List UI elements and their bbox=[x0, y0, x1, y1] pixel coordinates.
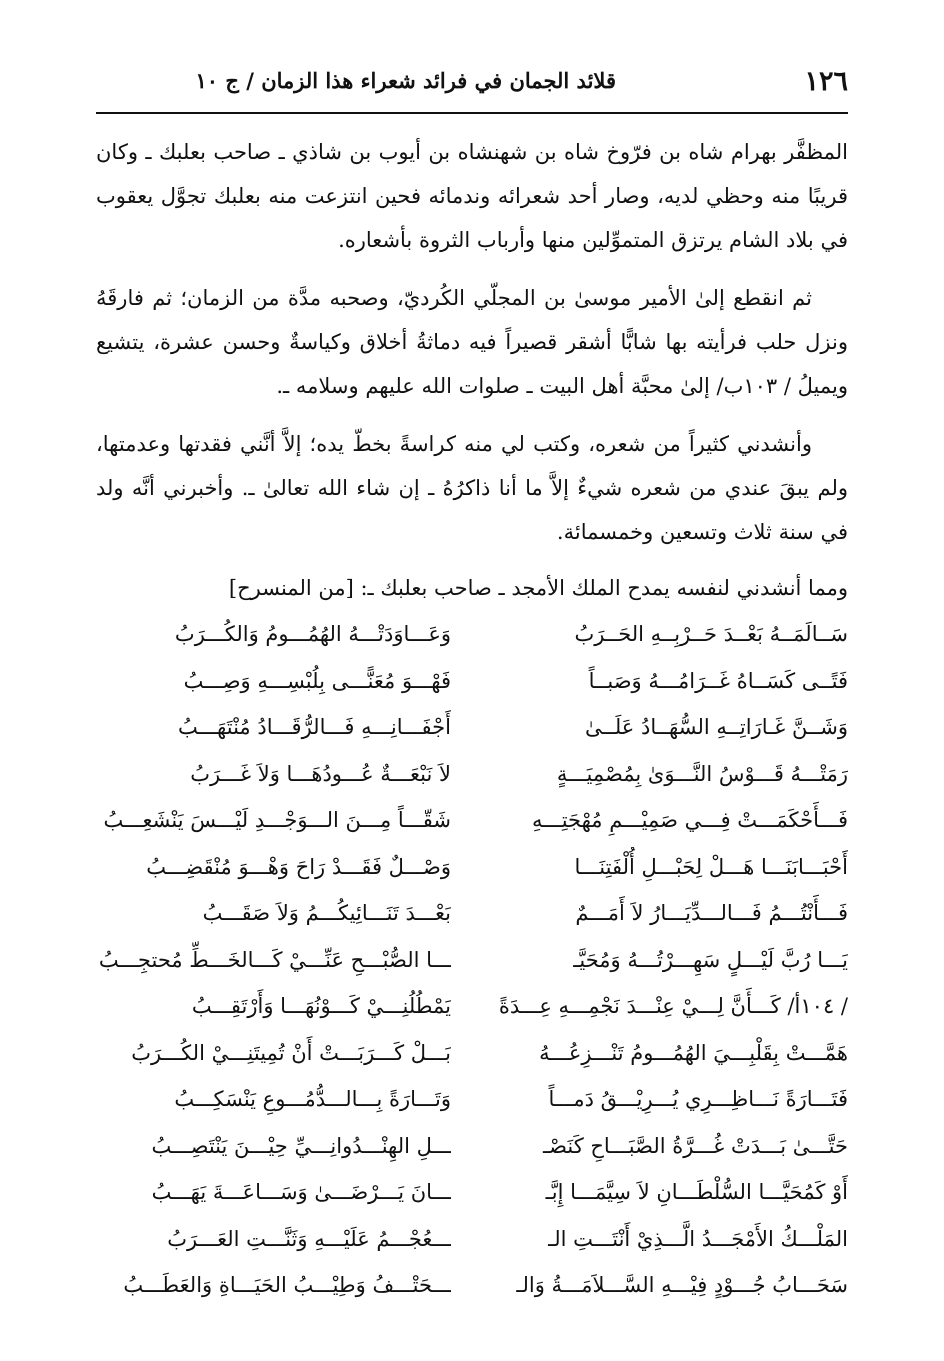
verse bbox=[96, 614, 848, 661]
page-number: ١٢٦ bbox=[804, 66, 848, 97]
verse bbox=[96, 800, 848, 847]
verse bbox=[96, 1219, 848, 1266]
page-header bbox=[96, 64, 848, 114]
verse-second-hemistich: يَمْطُلُنِـــيْ كَـــوْنُهَـــا وَأَرْتَقِـــبُ bbox=[191, 994, 451, 1018]
verse-first-hemistich: فَتَـــارَةً نَـــاظِـــرِي يُـــرِيْـــقُ دَمـــاً bbox=[548, 1087, 848, 1111]
verse bbox=[96, 940, 848, 987]
paragraph-1: المظفَّر بهرام شاه بن فرّوخ شاه بن شهنشاه بن أيوب بن شاذي ـ صاحب بعلبك ـ وكان قريبًا منه وحظي لديه، وصار أحد شعرائه وندمائه فحين انتزعت منه بعلبك تجوَّل يعقوب في بلاد الشام يرتزق المتموِّلين منها وأرباب الثروة بأشعاره. bbox=[96, 140, 848, 252]
verse-second-hemistich: شَقّـــاً مِـــنَ الـــوَجْـــدِ لَيْـــسَ يَنْشَعِـــبُ bbox=[103, 808, 451, 832]
verse bbox=[96, 707, 848, 754]
verse-first-hemistich: أَوْ كَمُحَيَّـــا السُّلْطَـــانِ لاَ سِيَّمَـــا إِبَّـ bbox=[545, 1180, 848, 1204]
verse-second-hemistich: ـــحَتْـــفُ وَطِيْـــبُ الحَيَـــاةِ وَالعَطَـــبُ bbox=[123, 1273, 451, 1297]
prose-body bbox=[96, 130, 848, 568]
verse bbox=[96, 661, 848, 708]
verse-second-hemistich: فَهْـــوَ مُعَنًّـــى بِلُبْسِـــهِ وَصِـــبُ bbox=[183, 668, 451, 693]
verse-first-hemistich: وَشَــنَّ غَـارَاتِــهِ السُّهَــادُ عَلَــىٰ bbox=[585, 715, 848, 739]
verse-first-hemistich: فَتًــى كَسَــاهُ غَــرَامُـــهُ وَصَبــاً bbox=[588, 668, 848, 693]
verse-first-hemistich: حَتَّـــىٰ بَـــدَتْ غُـــرَّةُ الصَّبَـــاحِ كَنَصْـ bbox=[543, 1133, 848, 1158]
verse-first-hemistich: أَحْبَـــابَنَـــا هَـــلْ لِحَبْـــلِ أُلْفَتِنَـــا bbox=[574, 854, 848, 879]
verse-first-hemistich: سَحَـــابُ جُـــوْدٍ فِيْـــهِ السَّـــلاَمَـــةُ وَالـ bbox=[516, 1273, 848, 1297]
verse-second-hemistich: وَصْـــلٌ فَقَـــدْ رَاحَ وَهْـــوَ مُنْقَضِـــبُ bbox=[146, 854, 451, 879]
verse-first-hemistich: هَمَّـــتْ بِقَلْبِـــيَ الهُمُـــومُ تَنْـــزِعُـــهُ bbox=[539, 1040, 848, 1065]
verse-first-hemistich: فَـــأَحْكَمَـــتْ فِـــي صَمِيْـــمِ مُهْجَتِـــهِ bbox=[532, 808, 848, 832]
verse bbox=[96, 754, 848, 801]
verse-first-hemistich: سَــالَمَــهُ بَعْــدَ حَــرْبِــهِ الحَــرَبُ bbox=[574, 622, 848, 646]
running-title: قلائد الجمان في فرائد شعراء هذا الزمان / ج ١٠ bbox=[195, 68, 616, 93]
verse-second-hemistich: ـــا الصُّبْـــحِ عَنِّـــيْ كَـــالخَـــطِّ مُحتجِـــبُ bbox=[98, 947, 451, 972]
verse-first-hemistich: فَـــأَنْتُـــمُ فَـــالـــدِّيَـــارُ لاَ أَمَـــمٌ bbox=[575, 901, 848, 925]
verse-first-hemistich: المَلْـــكُ الأَمْجَـــدُ الَّـــذِيْ أَنْتَـــتِ الـ bbox=[548, 1226, 848, 1251]
verse-second-hemistich: أَجْفَـــانِـــهِ فَـــالرُّقَـــادُ مُنْتَهَـــبُ bbox=[177, 715, 451, 739]
header-rule bbox=[96, 112, 848, 114]
verse-second-hemistich: ـــانَ يَـــرْضَـــىٰ وَسَـــاعَـــةَ يَهَـــبُ bbox=[151, 1180, 451, 1204]
verse-first-hemistich: يَـــا رُبَّ لَيْـــلٍ سَهِـــرْتُـــهُ وَمُحَيَّـ bbox=[573, 947, 848, 972]
verse-second-hemistich: بَـــلْ كَـــرَبَـــتْ أَنْ تُمِيتَنِـــيْ الكُـــرَبُ bbox=[131, 1040, 451, 1065]
paragraph-2: ثم انقطع إلىٰ الأمير موسىٰ بن المجلّي الكُرديّ، وصحبه مدَّة من الزمان؛ ثم فارقَهُ ونزل حلب فرأيته بها شابًّا أشقر قصيراً فيه دماثةُ أخلاق وكياسةٌ وحسن عشرة، يتشيع ويميلُ / ١٠٣ب/ إلىٰ محبَّة أهل البيت ـ صلوات الله عليهم وسلامه ـ. bbox=[96, 286, 848, 398]
verse bbox=[96, 893, 848, 940]
verse-first-hemistich: / ١٠٤أ/ كَـــأَنَّ لِـــيْ عِنْـــدَ نَجْمِـــهِ عِـــدَةً bbox=[498, 994, 848, 1018]
paragraph-3: وأنشدني كثيراً من شعره، وكتب لي منه كراسةً بخطّ يده؛ إلاَّ أنَّني فقدتها وعدمتها، ولم يبقَ عندي من شعره شيءٌ إلاَّ ما أنا ذاكرُهُ ـ إن شاء الله تعالىٰ ـ. وأخبرني أنَّه ولد في سنة ثلاث وتسعين وخمسمائة. bbox=[96, 432, 848, 544]
verse bbox=[96, 986, 848, 1033]
verse bbox=[96, 847, 848, 894]
verse bbox=[96, 1172, 848, 1219]
verse-second-hemistich: وَعَـــاوَدَتْـــهُ الهُمُـــومُ وَالكُـــرَبُ bbox=[174, 622, 451, 646]
poem bbox=[96, 614, 848, 1312]
verse bbox=[96, 1126, 848, 1173]
verse bbox=[96, 1033, 848, 1080]
poem-intro: ومما أنشدني لنفسه يمدح الملك الأمجد ـ صاحب بعلبك ـ: [من المنسرح] bbox=[228, 576, 848, 600]
verse bbox=[96, 1265, 848, 1312]
verse bbox=[96, 1079, 848, 1126]
verse-second-hemistich: لاَ نَبْعَـــةٌ عُـــودُهَـــا وَلاَ غَـــرَبُ bbox=[190, 761, 451, 786]
verse-second-hemistich: ـــلِ الهِنْـــدُوانِـــيِّ حِيْـــنَ يَنْتَصِـــبُ bbox=[151, 1133, 451, 1158]
verse-second-hemistich: بَعْـــدَ تَنَـــائِيكُـــمُ وَلاَ صَقَـــبُ bbox=[202, 901, 451, 925]
verse-second-hemistich: ـــعُجْـــمُ عَلَيْـــهِ وَثَنَّـــتِ العَـــرَبُ bbox=[167, 1226, 451, 1251]
verse-second-hemistich: وَتَـــارَةً بِـــالـــدُّمُـــوعِ يَنْسَكِـــبُ bbox=[174, 1087, 451, 1111]
verse-first-hemistich: رَمَتْـــهُ قَـــوْسُ النَّـــوَىٰ بِمُصْمِيَـــةٍ bbox=[556, 761, 848, 786]
